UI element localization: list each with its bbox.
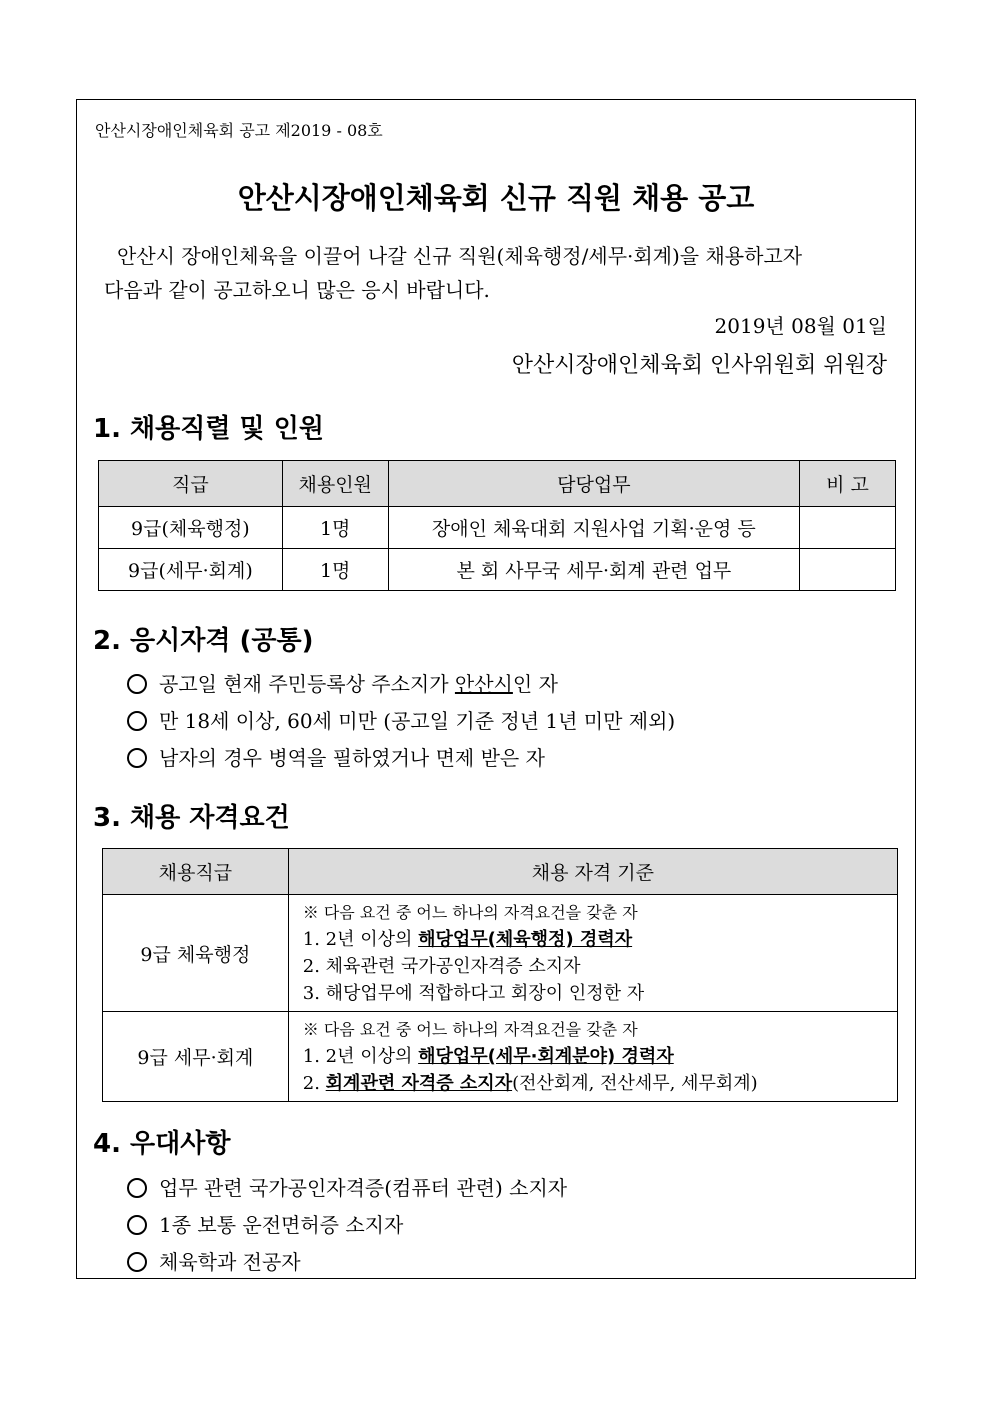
count-cell: 1명	[282, 549, 388, 591]
count-cell: 1명	[282, 507, 388, 549]
requirement-cell	[288, 895, 897, 1012]
page-title: 안산시장애인체육회 신규 직원 채용 공고	[237, 181, 755, 215]
qualification-item: 남자의 경우 병역을 필하였거나 면제 받은 자	[127, 742, 545, 771]
grade-cell: 9급 체육행정	[103, 895, 289, 1012]
requirements-table	[102, 848, 898, 1102]
preference-item: 체육학과 전공자	[127, 1246, 301, 1275]
circle-bullet-icon	[127, 711, 147, 731]
column-header: 채용 자격 기준	[288, 849, 897, 895]
column-header: 담당업무	[388, 461, 799, 507]
requirement-line: 2. 체육관련 국가공인자격증 소지자	[302, 956, 581, 977]
qualification-item: 만 18세 이상, 60세 미만 (공고일 기준 정년 1년 미만 제외)	[127, 705, 675, 734]
table-header-row	[103, 849, 898, 895]
notice-frame	[76, 99, 916, 1279]
requirement-line: 1. 2년 이상의 해당업무(체육행정) 경력자	[302, 929, 633, 950]
grade-cell: 9급(세무·회계)	[99, 549, 283, 591]
duty-cell: 장애인 체육대회 지원사업 기획·운영 등	[388, 507, 799, 549]
section1-heading: 1. 채용직렬 및 인원	[93, 414, 324, 444]
table-row	[99, 549, 896, 591]
grade-cell: 9급(체육행정)	[99, 507, 283, 549]
column-header: 채용인원	[282, 461, 388, 507]
column-header: 비 고	[800, 461, 896, 507]
preference-item: 1종 보통 운전면허증 소지자	[127, 1209, 403, 1238]
section4-heading: 4. 우대사항	[93, 1129, 231, 1159]
column-header: 채용직급	[103, 849, 289, 895]
table-header-row	[99, 461, 896, 507]
requirement-cell	[288, 1012, 897, 1102]
section3-heading: 3. 채용 자격요건	[93, 803, 290, 833]
column-header: 직급	[99, 461, 283, 507]
grade-cell: 9급 세무·회계	[103, 1012, 289, 1102]
circle-bullet-icon	[127, 1215, 147, 1235]
requirement-line: 2. 회계관련 자격증 소지자(전산회계, 전산세무, 세무회계)	[302, 1073, 758, 1094]
duty-cell: 본 회 사무국 세무·회계 관련 업무	[388, 549, 799, 591]
table-row	[99, 507, 896, 549]
requirement-line: 1. 2년 이상의 해당업무(세무·회계분야) 경력자	[302, 1046, 674, 1067]
preference-item: 업무 관련 국가공인자격증(컴퓨터 관련) 소지자	[127, 1172, 567, 1201]
announcement-date: 2019년 08월 01일	[714, 314, 887, 338]
table-row	[103, 895, 898, 1012]
requirement-note: ※ 다음 요건 중 어느 하나의 자격요건을 갖춘 자	[302, 903, 638, 922]
note-cell	[800, 507, 896, 549]
requirement-note: ※ 다음 요건 중 어느 하나의 자격요건을 갖춘 자	[302, 1020, 638, 1039]
circle-bullet-icon	[127, 1252, 147, 1272]
signer: 안산시장애인체육회 인사위원회 위원장	[511, 353, 887, 378]
circle-bullet-icon	[127, 748, 147, 768]
circle-bullet-icon	[127, 674, 147, 694]
qualification-item: 공고일 현재 주민등록상 주소지가 안산시인 자	[127, 668, 558, 697]
section2-heading: 2. 응시자격 (공통)	[93, 626, 314, 656]
intro-line-2: 다음과 같이 공고하오니 많은 응시 바랍니다.	[104, 278, 490, 302]
intro-line-1: 안산시 장애인체육을 이끌어 나갈 신규 직원(체육행정/세무·회계)을 채용하고자	[117, 244, 803, 268]
notice-number: 안산시장애인체육회 공고 제2019 - 08호	[95, 121, 383, 140]
circle-bullet-icon	[127, 1178, 147, 1198]
table-row	[103, 1012, 898, 1102]
positions-table	[98, 460, 896, 591]
note-cell	[800, 549, 896, 591]
requirement-line: 3. 해당업무에 적합하다고 회장이 인정한 자	[302, 983, 645, 1004]
